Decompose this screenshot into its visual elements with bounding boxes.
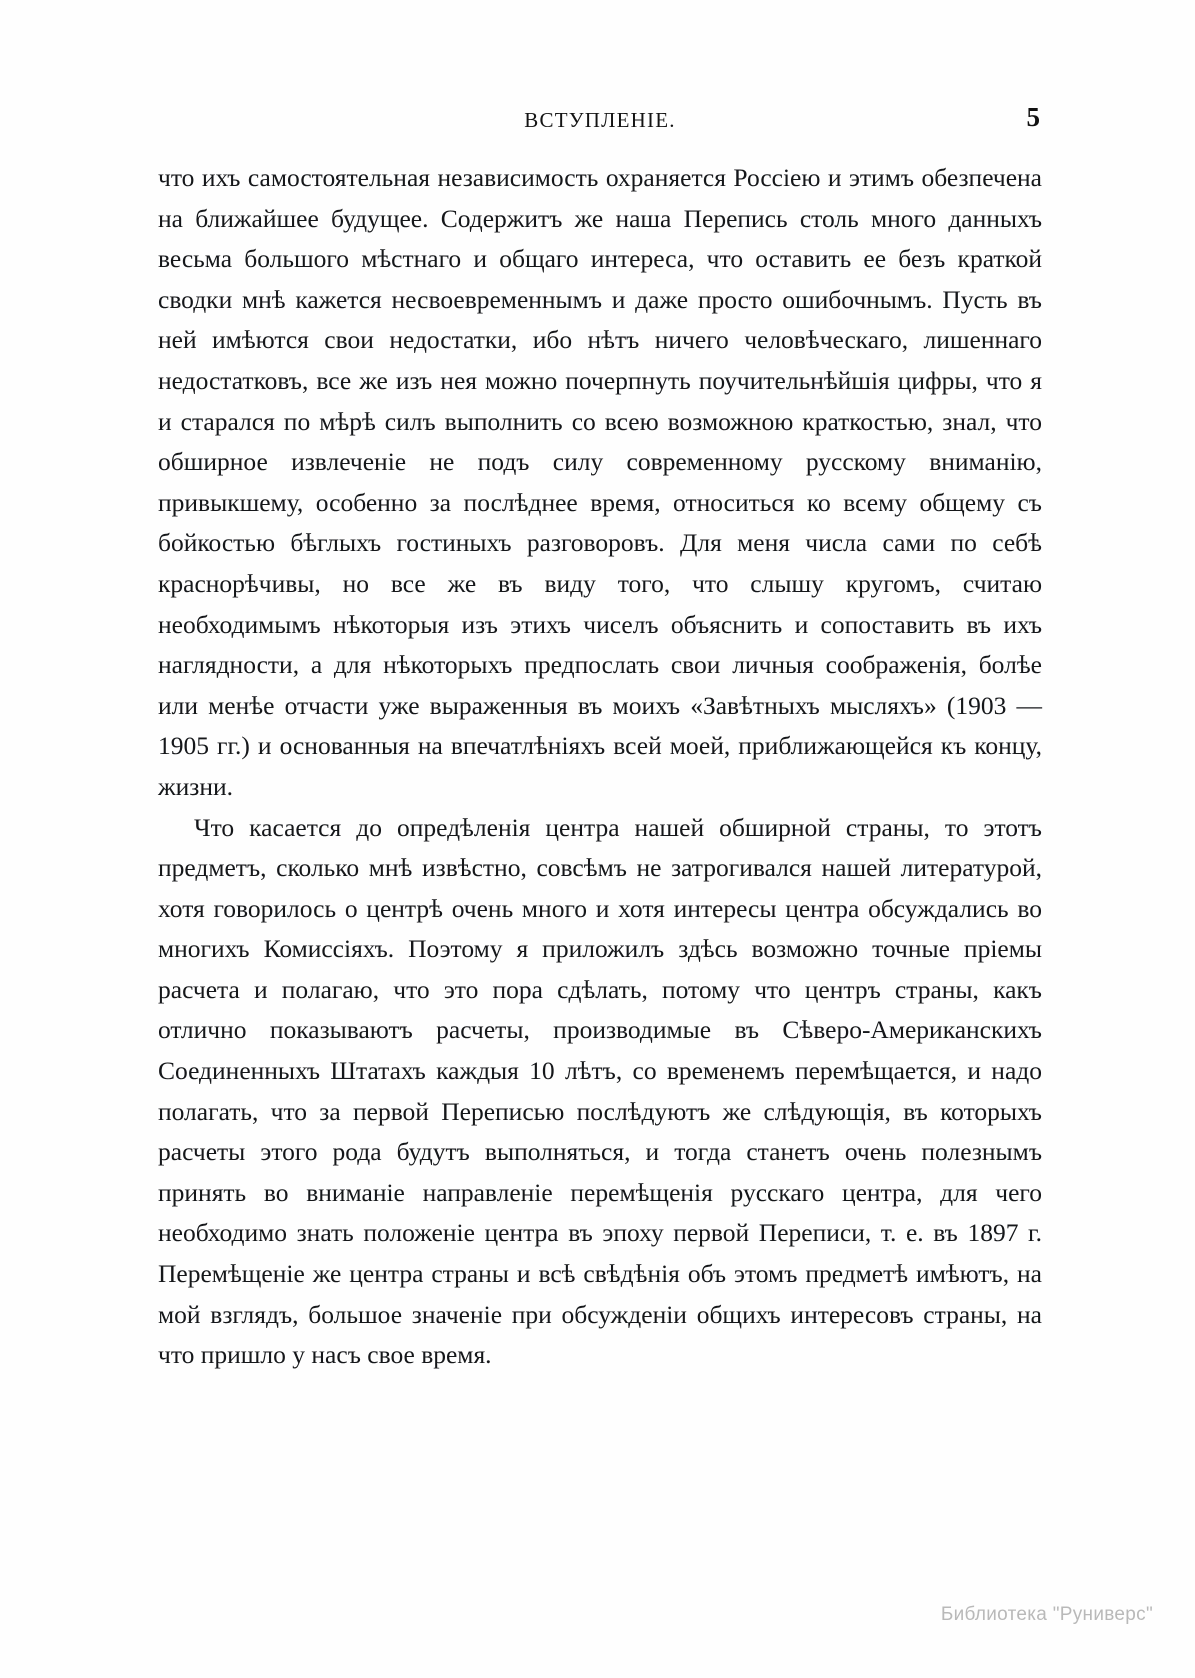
page-header <box>160 102 1040 142</box>
body-text <box>158 158 1042 1376</box>
paragraph: Что касается до опредѣленія центра нашей обширной страны, то этотъ предметъ, сколько мнѣ извѣстно, совсѣмъ не затрогивался нашей литературой, хотя говорилось о центрѣ очень много и хотя интересы центра обсуждались во многихъ Комиссіяхъ. Поэтому я приложилъ здѣсь возможно точные пріемы расчета и полагаю, что это пора сдѣлать, потому что центръ страны, какъ отлично показываютъ расчеты, производимые въ Сѣверо-Американскихъ Соединенныхъ Штатахъ каждыя 10 лѣтъ, со временемъ перемѣщается, и надо полагать, что за первой Переписью послѣдуютъ же слѣдующія, въ которыхъ расчеты этого рода будутъ выполняться, и тогда станетъ очень полезнымъ принять во вниманіе направленіе перемѣщенія русскаго центра, для чего необходимо знать положеніе центра въ эпоху первой Переписи, т. е. въ 1897 г. Перемѣщеніе же центра страны и всѣ свѣдѣнія объ этомъ предметѣ имѣютъ, на мой взглядъ, большое значеніе при обсужденіи общихъ интересовъ страны, на что пришло у насъ свое время. <box>158 812 1042 1370</box>
library-watermark: Библиотека "Руниверс" <box>940 1604 1153 1625</box>
page-number: 5 <box>1026 102 1040 132</box>
paragraph: что ихъ самостоятельная независимость охраняется Россiею и этимъ обезпечена на ближайшее будущее. Содержитъ же наша Перепись столь много данныхъ весьма большого мѣстнаго и общаго интереса, что оставить ее безъ краткой сводки мнѣ кажется несвоевременнымъ и даже просто ошибочнымъ. Пусть въ ней имѣются свои недостатки, ибо нѣтъ ничего человѣческаго, лишеннаго недостатковъ, все же изъ нея можно почерпнуть поучительнѣйшія цифры, что я и старался по мѣрѣ силъ выполнить со всею возможною краткостью, знал, что обширное извлеченiе не подъ силу современному русскому вниманiю, привыкшему, особенно за послѣднее время, относиться ко всему общему съ бойкостью бѣглыхъ гостиныхъ разговоровъ. Для меня числа сами по себѣ краснорѣчивы, но все же въ виду того, что слышу кругомъ, считаю необходимымъ нѣкоторыя изъ этихъ чиселъ объяснить и сопоставить въ ихъ наглядности, а для нѣкоторыхъ предпослать свои личныя соображенія, болѣе или менѣе отчасти уже выраженныя въ моихъ «Завѣтныхъ мысляхъ» (1903 — 1905 гг.) и основанныя на впечатлѣніяхъ всей моей, приближающейся къ концу, жизни. <box>158 163 1042 801</box>
running-title: ВСТУПЛЕНІЕ. <box>524 108 676 132</box>
